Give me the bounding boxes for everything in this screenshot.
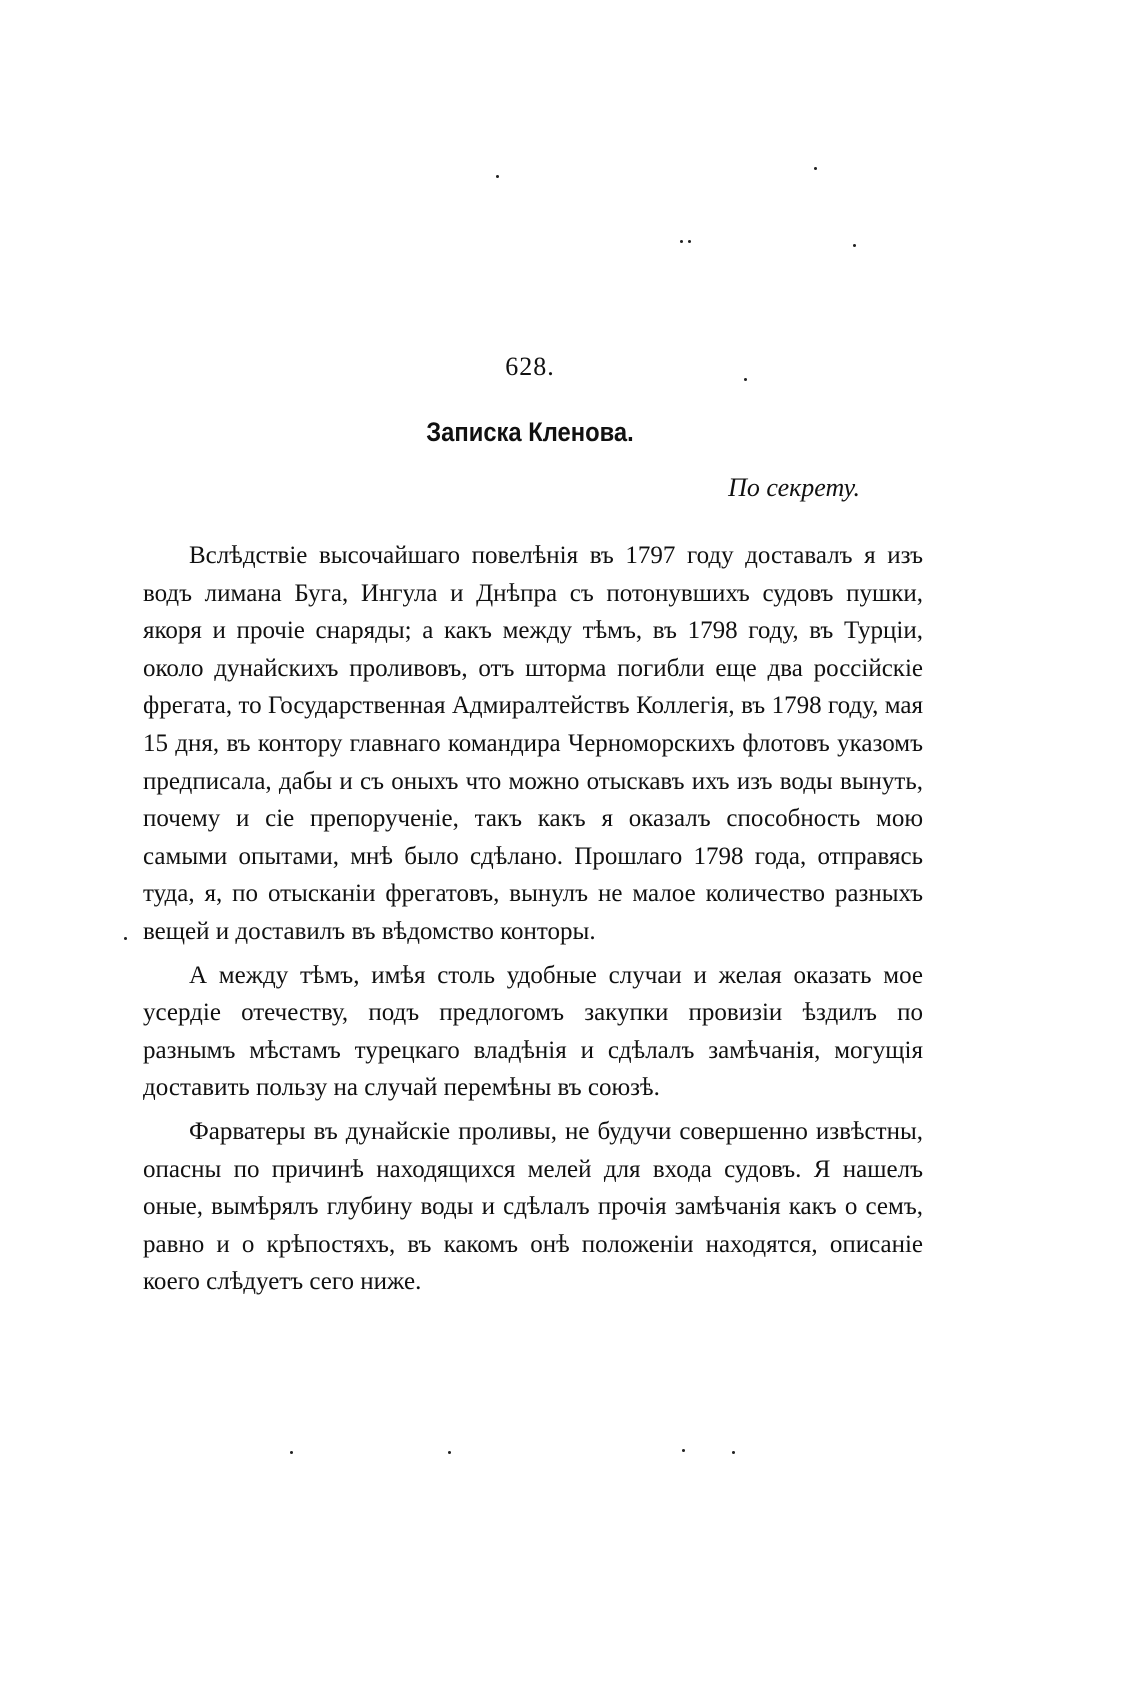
page-number: 628.	[505, 352, 555, 381]
body-text	[143, 537, 923, 1307]
scan-speck	[290, 1451, 293, 1454]
paragraph: Фарватеры въ дунайскіе проливы, не будучи совершенно извѣстны, опасны по причинѣ находящихся мелей для входа судовъ. Я нашелъ оные, вымѣрялъ глубину воды и сдѣлалъ прочія замѣчанія какъ о семъ, равно и о крѣпостяхъ, въ какомъ онѣ положеніи находятся, описаніе коего слѣдуетъ сего ниже.	[143, 1117, 923, 1296]
scan-speck	[688, 240, 691, 243]
scan-speck	[814, 167, 817, 170]
scan-speck	[732, 1451, 735, 1454]
paragraph: Вслѣдствіе высочайшаго повелѣнія въ 1797 году доставалъ я изъ водъ лимана Буга, Ингула и Днѣпра съ потонувшихъ судовъ пушки, якоря и прочіе снаряды; а какъ между тѣмъ, въ 1798 году, въ Турціи, около дунайскихъ проливовъ, отъ шторма погибли еще два россійскіе фрегата, то Государственная Адмиралтействъ Коллегія, въ 1798 году, мая 15 дня, въ контору главнаго командира Черноморскихъ флотовъ указомъ предписала, дабы и съ оныхъ что можно отыскавъ ихъ изъ воды вынуть, почему и сіе препорученіе, такъ какъ я оказалъ способность мою самыми опытами, мнѣ было сдѣлано. Прошлаго 1798 года, отправясь туда, я, по отысканіи фрегатовъ, вынулъ не малое количество разныхъ вещей и доставилъ въ вѣдомство конторы.	[143, 542, 923, 945]
scan-speck	[124, 937, 127, 940]
scan-speck	[680, 240, 683, 243]
paragraph: А между тѣмъ, имѣя столь удобные случаи и желая оказать мое усердіе отечеству, подъ предлогомъ закупки провизіи ѣздилъ по разнымъ мѣстамъ турецкаго владѣнія и сдѣлалъ замѣчанія, могущія доставить пользу на случай перемѣны въ союзѣ.	[143, 961, 923, 1102]
page-title: Записка Кленова.	[426, 417, 634, 447]
scan-speck	[496, 175, 499, 178]
scan-speck	[682, 1449, 685, 1452]
scan-speck	[853, 244, 856, 247]
scan-speck	[448, 1451, 451, 1454]
secrecy-note: По секрету.	[728, 473, 860, 502]
